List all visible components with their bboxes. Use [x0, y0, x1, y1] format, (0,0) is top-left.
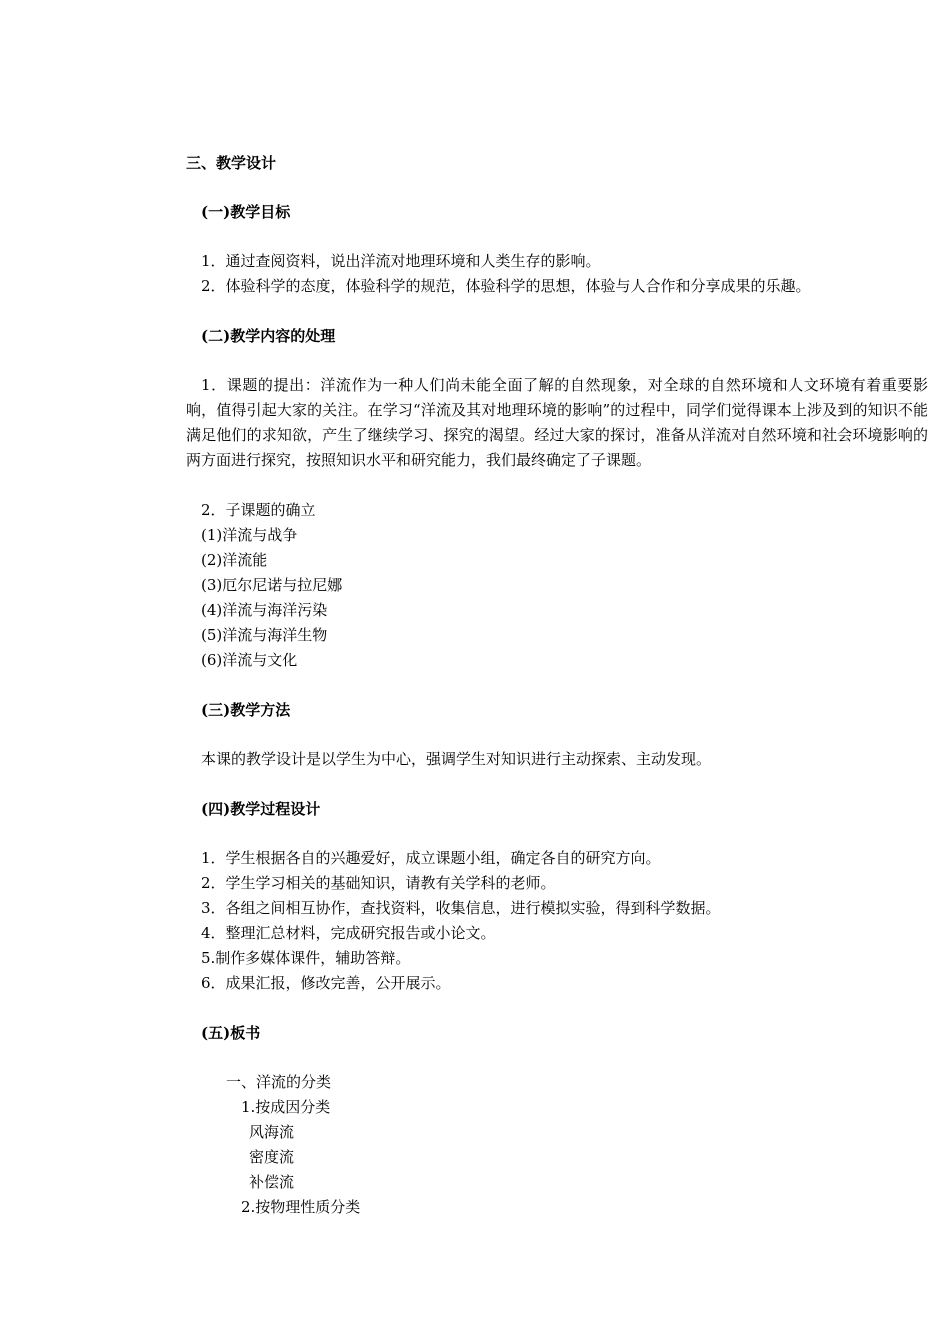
board-level3: 风海流 [249, 1123, 295, 1141]
board-level3: 密度流 [249, 1148, 295, 1166]
content-paragraph: 1．课题的提出：洋流作为一种人们尚未能全面了解的自然现象，对全球的自然环境和人文环境有着重要影响，值得引起大家的关注。在学习“洋流及其对地理环境的影响”的过程中，同学们觉得课本上涉及到的知识不能满足他们的求知欲，产生了继续学习、探究的渴望。经过大家的探讨，准备从洋流对自然环境和社会环境影响的两方面进行探究，按照知识水平和研究能力，我们最终确定了子课题。 [186, 376, 928, 469]
goal-item: 2．体验科学的态度，体验科学的规范，体验科学的思想，体验与人合作和分享成果的乐趣。 [201, 277, 811, 295]
board-level3: 补偿流 [249, 1173, 295, 1191]
subtopic-item: (6)洋流与文化 [201, 651, 298, 669]
content-heading: (二)教学内容的处理 [201, 327, 336, 345]
subtopic-item: (5)洋流与海洋生物 [201, 626, 328, 644]
goal-item: 1．通过查阅资料，说出洋流对地理环境和人类生存的影响。 [201, 252, 601, 270]
process-heading: (四)教学过程设计 [201, 800, 321, 818]
process-item: 6．成果汇报，修改完善，公开展示。 [201, 974, 451, 992]
goals-heading: (一)教学目标 [201, 203, 291, 221]
subtopic-item: (3)厄尔尼诺与拉尼娜 [201, 576, 343, 594]
method-heading: (三)教学方法 [201, 701, 291, 719]
subtopics-title: 2．子课题的确立 [201, 501, 316, 519]
subtopic-item: (4)洋流与海洋污染 [201, 601, 328, 619]
section-title: 三、教学设计 [186, 154, 277, 172]
board-level2: 2.按物理性质分类 [241, 1198, 361, 1216]
board-heading: (五)板书 [201, 1024, 261, 1042]
subtopic-item: (1)洋流与战争 [201, 526, 298, 544]
board-level1: 一、洋流的分类 [226, 1073, 332, 1091]
process-item: 2．学生学习相关的基础知识，请教有关学科的老师。 [201, 874, 556, 892]
process-item: 1．学生根据各自的兴趣爱好，成立课题小组，确定各自的研究方向。 [201, 849, 661, 867]
method-text: 本课的教学设计是以学生为中心，强调学生对知识进行主动探索、主动发现。 [201, 750, 712, 768]
board-level2: 1.按成因分类 [241, 1098, 331, 1116]
process-item: 3．各组之间相互协作，查找资料，收集信息，进行模拟实验，得到科学数据。 [201, 899, 721, 917]
process-item: 4．整理汇总材料，完成研究报告或小论文。 [201, 924, 496, 942]
subtopic-item: (2)洋流能 [201, 551, 268, 569]
process-item: 5.制作多媒体课件，辅助答辩。 [201, 949, 411, 967]
